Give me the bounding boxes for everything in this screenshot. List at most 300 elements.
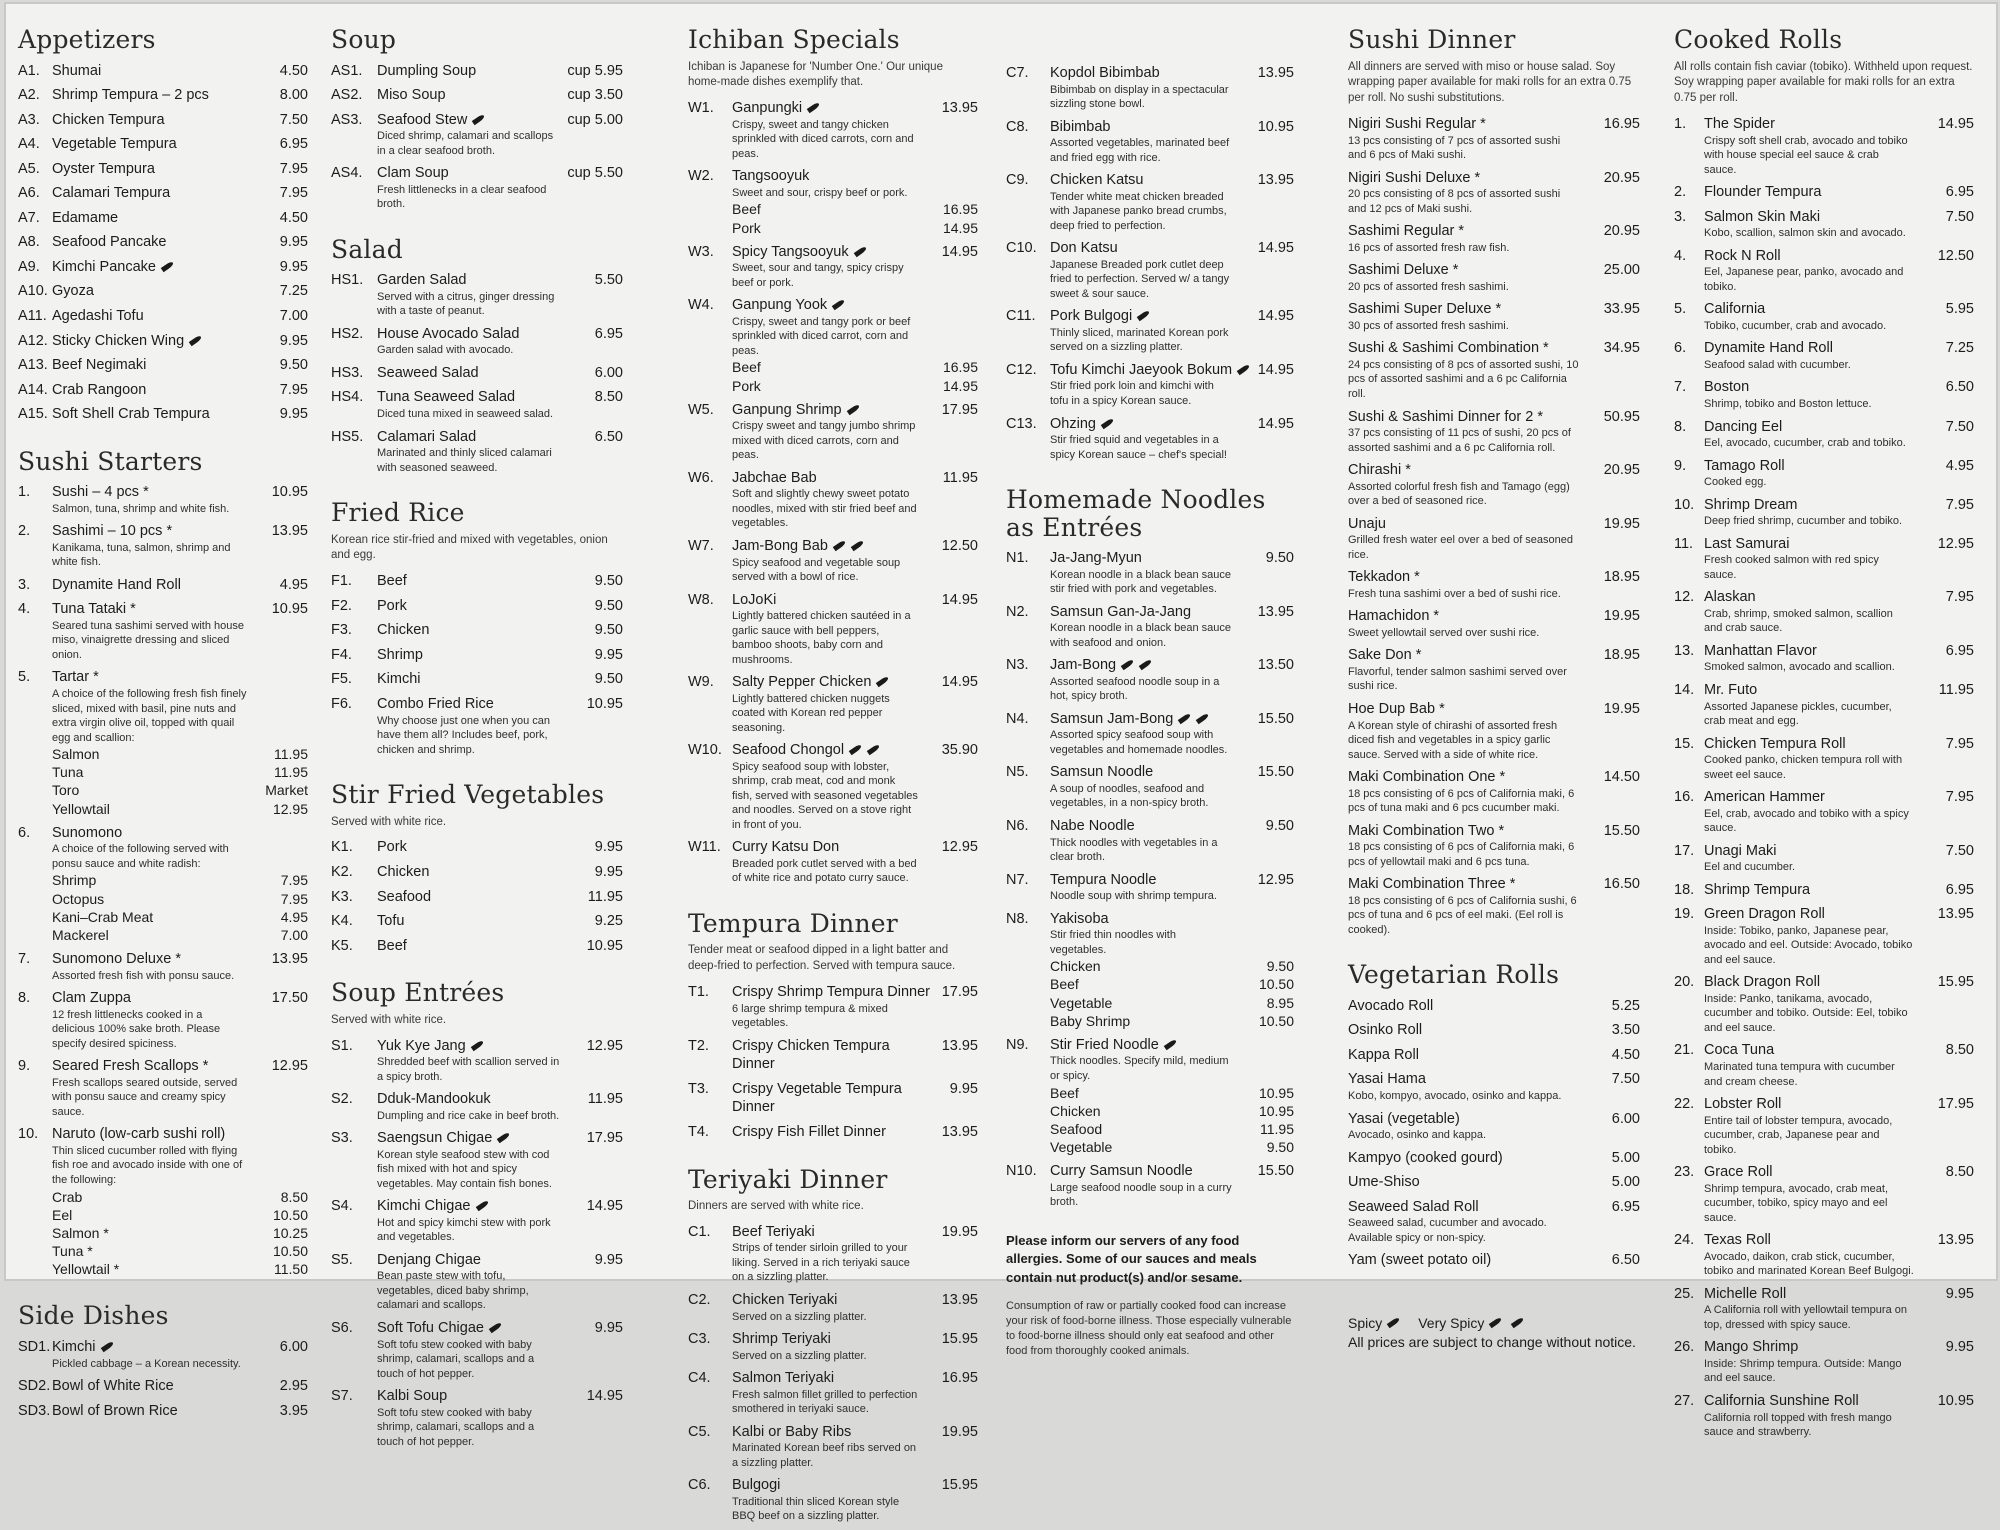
menu-item (331, 164, 623, 212)
menu-item-row (1006, 871, 1294, 890)
item-option-row (18, 1260, 308, 1278)
item-name (732, 469, 937, 488)
menu-item-row (1348, 300, 1640, 319)
item-description: Inside: Panko, tanikama, avocado, cucumber and tobiko. Outside: Eel, tobiko and eel sauce. (1704, 992, 1908, 1034)
option-name: Chicken (1050, 1102, 1101, 1119)
item-name (1704, 1231, 1932, 1250)
item-name (1704, 642, 1940, 661)
option-price: 10.50 (272, 1243, 308, 1260)
item-name-text: Ohzing (1050, 415, 1096, 432)
item-price: 4.50 (279, 62, 308, 79)
item-name-text: Sashimi Deluxe * (1348, 262, 1459, 279)
item-name (732, 591, 936, 610)
option-name: Shrimp (52, 872, 97, 889)
item-price: 9.50 (594, 597, 623, 614)
option-price: 10.25 (272, 1224, 308, 1241)
item-name (1348, 461, 1598, 480)
item-name (1704, 115, 1932, 134)
item-name (1348, 1149, 1606, 1168)
menu-item (331, 86, 623, 105)
item-description: Stir fried squid and vegetables in a spicy Korean sauce – chef's special! (1050, 434, 1227, 461)
menu-item-row (18, 233, 308, 252)
chili-pepper-icon (1138, 660, 1152, 669)
item-name-text: Tekkadon * (1348, 569, 1420, 586)
item-price: cup 5.95 (567, 62, 623, 79)
item-price: 14.95 (1257, 415, 1294, 432)
menu-item (1674, 1231, 1974, 1279)
item-name (732, 296, 972, 315)
menu-item-row (18, 62, 308, 81)
item-name (1348, 300, 1598, 319)
menu-item (1348, 1070, 1640, 1103)
item-name (1704, 588, 1940, 607)
item-name-text: Kappa Roll (1348, 1046, 1419, 1063)
menu-item-row (1348, 339, 1640, 358)
menu-item-row (1674, 183, 1974, 202)
menu-item (1674, 1285, 1974, 1333)
item-name-text: Shrimp Tempura (1704, 881, 1811, 898)
item-name-text: Saengsun Chigae (377, 1130, 493, 1147)
menu-item (1674, 642, 1974, 675)
item-name-text: Calamari Tempura (52, 185, 171, 202)
item-code: C10. (1006, 240, 1037, 257)
menu-section (331, 26, 623, 212)
menu-item (1006, 239, 1294, 301)
item-code: A12. (18, 332, 48, 349)
item-name-text: Sashimi Regular * (1348, 223, 1465, 240)
item-name (1348, 1021, 1606, 1040)
item-name-text: Dancing Eel (1704, 418, 1783, 435)
item-code: HS4. (331, 389, 364, 406)
menu-item (18, 824, 308, 944)
item-name-text: Sushi & Sashimi Combination * (1348, 340, 1549, 357)
item-name-text: Sticky Chicken Wing (52, 332, 185, 349)
item-name (1050, 118, 1252, 137)
item-price: 17.95 (941, 401, 978, 418)
item-name (1050, 1162, 1252, 1181)
menu-column-3 (688, 4, 978, 1530)
menu-item (18, 332, 308, 351)
menu-item-row (1006, 1036, 1294, 1055)
item-code: 19. (1674, 906, 1695, 923)
menu-item-row (1674, 339, 1974, 358)
item-name-text: Don Katsu (1050, 240, 1118, 257)
item-description: Crab, shrimp, smoked salmon, scallion and crab sauce. (1704, 607, 1893, 635)
section-intro: Served with white rice. (331, 1013, 447, 1026)
item-price: 33.95 (1603, 301, 1640, 318)
item-code: A13. (18, 357, 48, 374)
menu-item (1348, 607, 1640, 640)
item-name-text: Alaskan (1704, 589, 1756, 606)
item-name-text: Seafood Stew (377, 111, 468, 128)
menu-item-row (331, 1197, 623, 1216)
item-name (52, 950, 266, 969)
section-intro: All rolls contain fish caviar (tobiko). Withheld upon request. Soy wrapping paper available for maki rolls for an extra 0.75 per roll. (1674, 60, 1973, 105)
item-description: Assorted vegetables, marinated beef and fried egg with rice. (1050, 137, 1230, 164)
option-price: 14.95 (942, 219, 978, 236)
item-code: 17. (1674, 842, 1695, 859)
chili-pepper-icon (806, 103, 820, 112)
item-price: 12.95 (586, 1037, 623, 1054)
item-price: 6.50 (594, 428, 623, 445)
item-price: 16.50 (1603, 876, 1640, 893)
item-price: 7.50 (279, 111, 308, 128)
menu-item (331, 937, 623, 956)
menu-item (688, 469, 978, 531)
menu-item (1006, 656, 1294, 704)
item-price: 7.50 (1945, 208, 1974, 225)
menu-item (688, 673, 978, 735)
menu-item-row (18, 1338, 308, 1357)
item-name (377, 1129, 581, 1148)
item-name-text: Beef Negimaki (52, 357, 147, 374)
option-name: Vegetable (1050, 1139, 1113, 1156)
item-code: 10. (18, 1126, 39, 1143)
item-code: A8. (18, 234, 40, 251)
menu-item (18, 62, 308, 81)
item-name-text: Boston (1704, 379, 1750, 396)
item-code: SD2. (18, 1378, 51, 1395)
item-name-text: Bowl of Brown Rice (52, 1402, 178, 1419)
item-code: W2. (688, 168, 714, 185)
chili-pepper-icon (475, 1201, 489, 1210)
item-name (377, 1387, 581, 1406)
item-name-text: Hamachidon * (1348, 608, 1440, 625)
menu-item (1348, 408, 1640, 456)
item-name-text: Coca Tuna (1704, 1042, 1775, 1059)
menu-item-row (331, 428, 623, 447)
item-price: 20.95 (1603, 462, 1640, 479)
menu-section (1348, 26, 1640, 937)
item-name (1704, 300, 1940, 319)
item-name (1704, 339, 1940, 358)
item-price: 9.25 (594, 913, 623, 930)
item-name-text: Beef (377, 573, 407, 590)
option-price: 10.50 (1258, 976, 1294, 993)
item-description: Avocado, daikon, crab stick, cucumber, tobiko and marinated Korean Beef Bulgogi. (1704, 1250, 1914, 1278)
item-name (52, 405, 274, 424)
item-description: Large seafood noodle soup in a curry broth. (1050, 1181, 1232, 1209)
item-description: Cooked egg. (1704, 476, 1767, 489)
item-name (377, 164, 561, 183)
item-option-row (1006, 1012, 1294, 1030)
menu-item (331, 325, 623, 358)
item-name (52, 1125, 302, 1144)
item-name (1704, 535, 1932, 554)
menu-item (331, 1197, 623, 1245)
item-name (52, 600, 266, 619)
item-price: 9.95 (594, 1319, 623, 1336)
item-price: 5.00 (1611, 1174, 1640, 1191)
item-description: Assorted seafood noodle soup in a hot, spicy broth. (1050, 675, 1220, 703)
item-description: Assorted fresh fish with ponsu sauce. (52, 969, 235, 982)
item-price: 9.95 (1945, 1339, 1974, 1356)
option-price: 7.00 (280, 926, 308, 943)
item-price: 13.95 (941, 1123, 978, 1140)
item-price: 10.95 (271, 601, 308, 618)
item-price: 6.95 (1945, 881, 1974, 898)
item-code: SD1. (18, 1338, 51, 1355)
item-price: 6.00 (279, 1338, 308, 1355)
item-name (1704, 247, 1932, 266)
item-price: 25.00 (1603, 262, 1640, 279)
item-code: 11. (1674, 535, 1694, 552)
item-price: 13.95 (271, 523, 308, 540)
menu-item (688, 401, 978, 463)
item-name-text: Beef (377, 937, 407, 954)
menu-item (331, 1129, 623, 1191)
menu-item-row (331, 1037, 623, 1056)
menu-item-row (1006, 118, 1294, 137)
item-name (1704, 1095, 1932, 1114)
item-name (377, 888, 582, 907)
item-name (1050, 361, 1252, 380)
menu-item-row (1674, 788, 1974, 807)
item-code: S6. (331, 1319, 353, 1336)
menu-item (18, 233, 308, 252)
item-price: 7.50 (1611, 1071, 1640, 1088)
menu-item-row (18, 1125, 308, 1144)
item-price: 9.95 (279, 258, 308, 275)
chili-pepper-icon (848, 745, 862, 754)
item-name (1348, 1110, 1606, 1129)
menu-item-row (1006, 64, 1294, 83)
menu-item (18, 576, 308, 595)
item-name-text: Crispy Chicken Tempura Dinner (732, 1037, 890, 1073)
menu-item (331, 838, 623, 857)
item-name-text: Sake Don * (1348, 647, 1422, 664)
item-description: Korean style seafood stew with cod fish mixed with hot and spicy vegetables. May contain fish bones. (377, 1148, 552, 1190)
menu-item (688, 1223, 978, 1285)
menu-item (1006, 549, 1294, 597)
chili-pepper-icon (1488, 1318, 1502, 1328)
item-code: 12. (1674, 589, 1695, 606)
menu-item (688, 1369, 978, 1417)
item-description: 6 large shrimp tempura & mixed vegetables. (732, 1002, 888, 1030)
menu-item (1674, 418, 1974, 451)
item-name (1704, 681, 1933, 700)
item-price: 14.95 (586, 1388, 623, 1405)
item-code: F5. (331, 671, 352, 688)
menu-item (18, 989, 308, 1051)
menu-item-row (331, 621, 623, 640)
item-code: C6. (688, 1477, 711, 1494)
item-description: Avocado, osinko and kappa. (1348, 1129, 1487, 1142)
item-option-row (18, 1206, 308, 1224)
item-name-text: Maki Combination One * (1348, 769, 1506, 786)
item-price: 7.50 (1945, 842, 1974, 859)
item-name (1050, 763, 1252, 782)
item-code: 13. (1674, 642, 1695, 659)
menu-item-row (1006, 239, 1294, 258)
menu-item-row (688, 673, 978, 692)
chili-pepper-icon (875, 677, 889, 686)
option-price: 8.95 (1266, 994, 1294, 1011)
item-price: 5.50 (594, 272, 623, 289)
item-description: Noodle soup with shrimp tempura. (1050, 890, 1217, 903)
item-code: 3. (1674, 208, 1687, 225)
item-code: K1. (331, 839, 353, 856)
item-code: K3. (331, 888, 353, 905)
menu-item-row (18, 1377, 308, 1396)
item-price: 9.95 (594, 864, 623, 881)
item-description: Seafood salad with cucumber. (1704, 358, 1851, 371)
item-name-text: Tuna Tataki * (52, 601, 136, 618)
menu-section (331, 236, 623, 475)
menu-section (331, 979, 623, 1449)
item-code: N5. (1006, 764, 1029, 781)
item-name-text: Chicken Teriyaki (732, 1291, 838, 1308)
item-code: A14. (18, 381, 48, 398)
chili-pepper-icon (831, 300, 845, 309)
menu-item (688, 243, 978, 291)
menu-item-row (1674, 1231, 1974, 1250)
menu-item (1348, 1110, 1640, 1143)
item-price: 11.95 (587, 1091, 623, 1108)
menu-item-row (18, 332, 308, 351)
price-change-notice: All prices are subject to change without notice. (1348, 1334, 1636, 1351)
item-code: C5. (688, 1423, 711, 1440)
item-name-text: Dynamite Hand Roll (1704, 340, 1833, 357)
item-description: Hot and spicy kimchi stew with pork and vegetables. (377, 1216, 551, 1244)
item-option-row (688, 377, 978, 395)
menu-item-row (688, 1369, 978, 1388)
item-name (52, 160, 274, 179)
item-price: 13.95 (1257, 172, 1294, 189)
item-option-row (18, 781, 308, 799)
item-name (1704, 1285, 1940, 1304)
item-price: 17.50 (271, 990, 308, 1007)
item-description: Strips of tender sirloin grilled to your liking. Served in a rich teriyaki sauce on a sizzling platter. (732, 1242, 910, 1284)
item-description: 20 pcs of assorted fresh sashimi. (1348, 280, 1509, 293)
item-name-text: Chicken Katsu (1050, 172, 1144, 189)
item-description: Marinated and thinly sliced calamari with seasoned seaweed. (377, 447, 552, 474)
menu-item (1674, 1163, 1974, 1225)
item-name-text: Jam-Bong Bab (732, 537, 828, 554)
item-price: 8.50 (1945, 1164, 1974, 1181)
item-name (1704, 183, 1940, 202)
menu-item-row (18, 600, 308, 619)
item-name (1050, 710, 1252, 729)
item-description: 16 pcs of assorted fresh raw fish. (1348, 241, 1510, 254)
menu-column-6 (1674, 4, 1974, 1446)
item-name (52, 233, 274, 252)
menu-item (1674, 788, 1974, 836)
item-name-text: Yasai Hama (1348, 1071, 1426, 1088)
menu-item-row (331, 1319, 623, 1338)
item-name-text: Chicken (377, 864, 430, 881)
item-name-text: Jabchae Bab (732, 469, 817, 486)
option-name: Beef (732, 359, 761, 376)
item-name-text: Texas Roll (1704, 1232, 1771, 1249)
item-description: Served on a sizzling platter. (732, 1349, 867, 1362)
item-code: A5. (18, 160, 40, 177)
item-price: 6.95 (1945, 642, 1974, 659)
item-name-text: House Avocado Salad (377, 325, 520, 342)
menu-item (688, 167, 978, 236)
option-price: 7.95 (280, 872, 308, 889)
item-name-text: Yuk Kye Jang (377, 1037, 466, 1054)
menu-section (688, 1166, 978, 1524)
item-option-row (1006, 994, 1294, 1012)
item-code: S4. (331, 1198, 353, 1215)
option-name: Yellowtail * (52, 1261, 120, 1278)
item-price (302, 1125, 308, 1144)
item-description: Diced shrimp, calamari and scallops in a clear seafood broth. (377, 130, 554, 157)
item-code: 23. (1674, 1164, 1695, 1181)
menu-item-row (18, 576, 308, 595)
item-name-text: Sushi – 4 pcs * (52, 484, 149, 501)
item-name (1348, 646, 1598, 665)
item-price: 14.95 (586, 1198, 623, 1215)
chili-pepper-icon (1100, 419, 1114, 428)
item-name (1348, 339, 1598, 358)
menu-item (1006, 415, 1294, 463)
item-description: California roll topped with fresh mango sauce and strawberry. (1704, 1411, 1892, 1439)
item-description: Thick noodles. Specify mild, medium or spicy. (1050, 1055, 1229, 1082)
menu-item (18, 86, 308, 105)
section-intro: All dinners are served with miso or house salad. Soy wrapping paper available for maki rolls for an extra 0.75 per roll. No sushi substitutions. (1348, 60, 1632, 105)
item-code: K4. (331, 913, 353, 930)
menu-item (688, 1037, 978, 1074)
menu-item-row (1674, 973, 1974, 992)
item-code: C13. (1006, 415, 1037, 432)
menu-item (18, 135, 308, 154)
chili-pepper-icon (470, 1041, 484, 1050)
menu-item (18, 111, 308, 130)
item-code: 6. (1674, 340, 1687, 357)
item-name (732, 243, 936, 262)
chili-pepper-icon (1236, 365, 1250, 374)
chili-pepper-icon (488, 1323, 502, 1332)
item-name (52, 989, 266, 1008)
item-name-text: Kimchi Pancake (52, 258, 156, 275)
item-code: S5. (331, 1251, 353, 1268)
item-description: Lightly battered chicken nuggets coated with Korean red pepper seasoning. (732, 692, 890, 734)
item-code: K5. (331, 937, 353, 954)
item-name (52, 62, 274, 81)
item-description: Tobiko, cucumber, crab and avocado. (1704, 319, 1887, 332)
menu-item-row (688, 1123, 978, 1142)
item-description: Stir fried pork loin and kimchi with tofu in a spicy Korean sauce. (1050, 380, 1214, 407)
item-code: 4. (18, 601, 31, 618)
item-name-text: LoJoKi (732, 591, 777, 608)
item-name-text: Chicken Tempura Roll (1704, 735, 1846, 752)
item-name-text: Beef Teriyaki (732, 1223, 815, 1240)
item-name-text: Samsun Jam-Bong (1050, 710, 1174, 727)
item-name-text: Oyster Tempura (52, 160, 155, 177)
menu-item (18, 381, 308, 400)
menu-item (1674, 378, 1974, 411)
item-code: A1. (18, 62, 40, 79)
item-price: 7.25 (1945, 340, 1974, 357)
menu-item-row (331, 1387, 623, 1406)
menu-item (1348, 646, 1640, 694)
item-name (377, 1197, 581, 1216)
menu-item-row (688, 838, 978, 857)
menu-item (688, 591, 978, 668)
item-name-text: Denjang Chigae (377, 1251, 481, 1268)
item-option-row (1006, 1084, 1294, 1102)
item-name-text: California (1704, 301, 1766, 318)
chili-pepper-icon (1510, 1318, 1524, 1328)
item-code: 9. (1674, 457, 1687, 474)
menu-item-row (1006, 603, 1294, 622)
menu-item (688, 741, 978, 832)
item-name (1704, 457, 1940, 476)
item-description: Smoked salmon, avocado and scallion. (1704, 661, 1895, 674)
menu-item-row (688, 167, 978, 186)
